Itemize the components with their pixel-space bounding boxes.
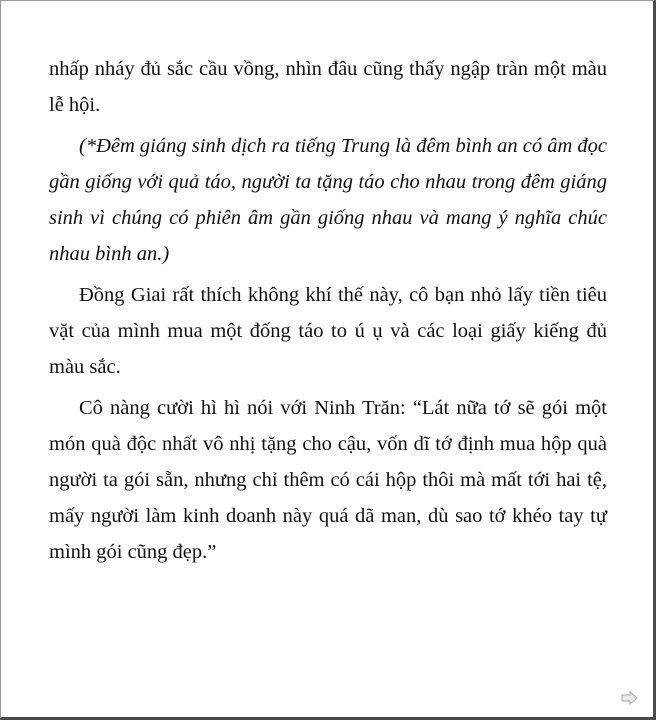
next-page-arrow-icon[interactable]	[621, 691, 639, 705]
paragraph-1: nhấp nháy đủ sắc cầu vồng, nhìn đâu cũng thấy ngập tràn một màu lễ hội.	[49, 58, 607, 116]
document-text-body	[49, 51, 607, 575]
paragraph-3: Đồng Giai rất thích không khí thế này, cô bạn nhỏ lấy tiền tiêu vặt của mình mua một đống táo to ú ụ và các loại giấy kiếng đủ màu sắc.	[49, 284, 607, 378]
paragraph-4: Cô nàng cười hì hì nói với Ninh Trăn: “Lát nữa tớ sẽ gói một món quà độc nhất vô nhị tặng cho cậu, vốn dĩ tớ định mua hộp quà người ta gói sẵn, nhưng chỉ thêm có cái hộp thôi mà mất tới hai tệ, mấy người làm kinh doanh này quá dã man, dù sao tớ khéo tay tự mình gói cũng đẹp.”	[49, 397, 607, 563]
translator-note-paragraph: (*Đêm giáng sinh dịch ra tiếng Trung là đêm bình an có âm đọc gần giống với quả táo, người ta tặng táo cho nhau trong đêm giáng sinh vì chúng có phiên âm gần giống nhau và mang ý nghĩa chúc nhau bình an.)	[49, 135, 607, 265]
